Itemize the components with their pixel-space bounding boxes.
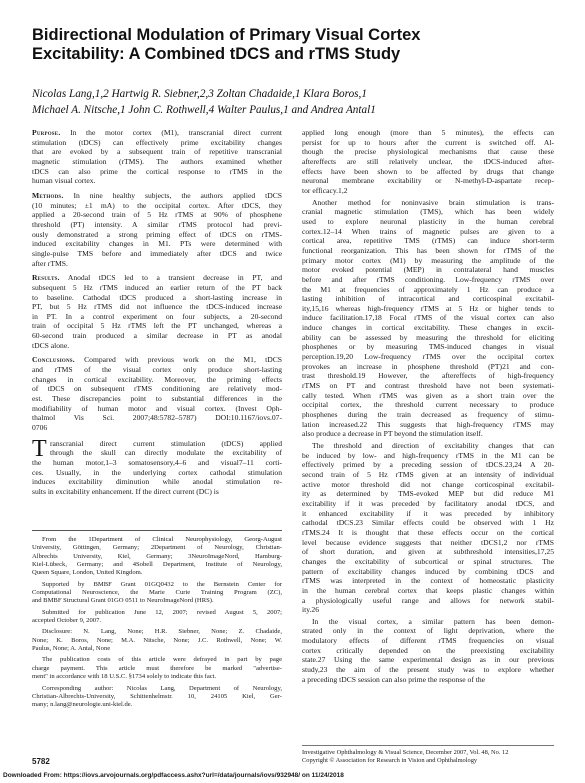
text-line: train of occipital 5 Hz rTMS left the PT unchanged, whereas a — [32, 321, 282, 331]
abstract-conclusions — [32, 355, 282, 432]
footnote-line: Paulus, None; A. Antal, None — [32, 645, 111, 653]
text-line: rTMS.24 It is thought that these effects occur on the cortical — [302, 527, 554, 537]
text-line: aftereffects are still relatively unclear, the tDCS-induced after- — [302, 156, 554, 166]
text-line: of tDCS on subsequent rTMS conditioning are relatively mod- — [32, 384, 282, 394]
text-line: rTMS on PT and contrast threshold have not been systemati- — [302, 381, 554, 391]
text-line: and rTMS of the visual cortex only produce short-lasting — [32, 365, 282, 375]
text-line: tDCS can also prime the cortical response to rTMS in the — [32, 166, 282, 176]
text-line: PT, but 5 Hz rTMS did not influence the tDCS-induced increase — [32, 302, 282, 312]
paragraph — [302, 198, 554, 439]
text-line: functional reorganization. This has been shown for rTMS of the — [302, 245, 554, 255]
text-line: through the skull can directly modulate the excitability of — [50, 448, 282, 458]
section-text: Anodal tDCS led to a transient decrease in PT, and — [59, 273, 282, 283]
text-line: though the precise physiological mechanisms that cause these — [302, 147, 554, 157]
text-line: motor evoked potential (MEP) in contralateral hand muscles — [302, 265, 554, 275]
text-line: provokes an increase in phosphene threshold (PT)21 and con- — [302, 361, 554, 371]
text-line: a preceding tDCS session can also prime the response of the — [302, 674, 486, 684]
text-line: ability can be assessed by measuring the threshold for eliciting — [302, 332, 554, 342]
page-number: 5782 — [32, 757, 50, 766]
footnote-line: ment" in accordance with 18 U.S.C. §1734 solely to indicate this fact. — [32, 673, 217, 681]
text-line: changes the excitability of subcortical or spinal structures. The — [302, 556, 554, 566]
footnote-line: From the 1Department of Clinical Neurophysiology, Georg-August — [42, 536, 282, 543]
text-line: In the visual cortex, a similar pattern has been demon- — [312, 616, 554, 626]
footnote-line: accepted October 9, 2007. — [32, 617, 102, 625]
text-line: in the human cerebral cortex that keeps plastic changes within — [302, 585, 554, 595]
footnote-line: Albrechts University, Kiel, Germany; 3NeuroImageNord, Hamburg- — [32, 552, 282, 560]
footnote-line: Disclosure: N. Lang, None; H.R. Siebner, None; Z. Chadaide, — [42, 628, 282, 636]
footnote-line: charge payment. This article must therefore be marked "advertise- — [32, 664, 282, 672]
text-line: after rTMS. — [32, 258, 68, 268]
author-line: Nicolas Lang,1,2 Hartwig R. Siebner,2,3 Zoltan Chadaide,1 Klara Boros,1 — [32, 88, 367, 100]
text-line: persist for up to hours after the current is switched off. Al- — [302, 137, 554, 147]
left-column — [32, 128, 282, 497]
text-line: the M1 at frequencies of approximately 1 Hz can produce a — [302, 284, 554, 294]
text-line: stimulation (tDCS) can effectively prime excitability changes — [32, 137, 282, 147]
abstract-purpose — [32, 128, 282, 186]
text-line: lation increased.22 This suggests that high-frequency rTMS may — [302, 419, 554, 429]
introduction — [32, 435, 282, 497]
footnote-divider — [32, 530, 282, 531]
text-line: be induced by low- and high-frequency rTMS in the M1 can be — [302, 450, 554, 460]
footer-divider — [302, 745, 554, 746]
paragraph — [302, 128, 554, 196]
footnote-line: Submitted for publication June 12, 2007; revised August 5, 2007; — [42, 608, 282, 616]
text-line: ity as determined by TMS-evoked MEP but did reduce M1 — [302, 489, 554, 499]
text-line — [32, 128, 282, 138]
text-line: ity.26 — [302, 605, 320, 615]
text-line: level because evidence suggests that neither tDCS1,2 nor rTMS — [302, 537, 554, 547]
text-line: effects have been shown to be affected by drugs that change — [302, 166, 554, 176]
footnote-line: Corresponding author: Nicolas Lang, Department of Neurology, — [42, 684, 282, 692]
text-line: in PT. In a control experiment on four subjects, a 20-second — [32, 311, 282, 321]
title-line: Excitability: A Combined tDCS and rTMS Study — [32, 45, 401, 63]
text-line: trast threshold.19 However, the aftereffects of high-frequency — [302, 371, 554, 381]
text-line: ously demonstrated a strong priming effect of tDCS on rTMS- — [32, 229, 282, 239]
text-line: Another method for noninvasive brain stimulation is trans- — [312, 197, 554, 207]
footnote-line: University, Göttingen, Germany; 2Department of Neurology, Christian- — [32, 544, 282, 552]
text-line: a physiologically useful range and allows for network stabil- — [302, 595, 554, 605]
text-line: est. These discrepancies point to substantial differences in the — [32, 394, 282, 404]
text-line: lasting inhibition of intracortical and corticospinal excitabil- — [302, 294, 554, 304]
article-title — [32, 26, 557, 64]
text-line: 60-second train produced a similar decrease in PT as anodal — [32, 331, 282, 341]
text-line: cathodal tDCS.23 Similar effects could be observed with 1 Hz — [302, 518, 554, 528]
text-line: sults in excitability enhancement. If the direct current (DC) is — [32, 486, 219, 496]
text-line: effectively primed by a preceding session of tDCS.23,24 A 20- — [302, 460, 554, 470]
paragraph — [302, 441, 554, 615]
text-line: cortical area, repetitive TMS (rTMS) can induce short-term — [302, 236, 554, 246]
text-line: phosphenes during the train decreased as frequency of stimu- — [302, 410, 554, 420]
text-line: excitability if it was preceded by facilitatory anodal tDCS, and — [302, 498, 554, 508]
text-line: it enhanced excitability if it was preceded by inhibitory — [302, 508, 554, 518]
footnote-line: None; K. Boros, None; M.A. Nitsche, None; J.C. Rothwell, None; W. — [32, 636, 282, 644]
text-line: strated only in the context of light deprivation, where the — [302, 626, 554, 636]
section-text: In the motor cortex (M1), transcranial direct current — [60, 128, 282, 137]
text-line: thalmol Vis Sci. 2007;48:5782–5787) DOI:10.1167/iovs.07- — [32, 413, 282, 423]
footnote-line: The publication costs of this article were defrayed in part by page — [42, 656, 282, 664]
text-line: used to explore neuronal plasticity in the human cerebral — [302, 216, 554, 226]
journal-info — [302, 749, 508, 765]
text-line: cranial magnetic stimulation (TMS), which has been widely — [302, 207, 554, 217]
text-line: cortex critically depended on the preexisting excitability — [302, 645, 554, 655]
author-list — [32, 87, 557, 118]
text-line: before and after rTMS conditioning. Low-frequency rTMS over — [302, 274, 554, 284]
text-line: 0706 — [32, 423, 48, 433]
text-line: subsequent 5 Hz rTMS induced an earlier return of the PT back — [32, 282, 282, 292]
footnote-line: Queen Square, London, United Kingdom. — [32, 569, 143, 577]
text-line: induce changes in cortical excitability. These changes in excit- — [302, 323, 554, 333]
footnotes — [32, 536, 282, 710]
text-line: magnetic stimulation (rTMS). The authors examined whether — [32, 156, 282, 166]
section-label: Results. — [32, 273, 60, 283]
section-label: Conclusions. — [32, 355, 75, 365]
section-text: Compared with previous work on the M1, tDCS — [74, 355, 282, 365]
text-line: modulatory effects of different rTMS frequencies on visual — [302, 636, 554, 646]
text-line: to baseline. Cathodal tDCS produced a short-lasting increase in — [32, 292, 282, 302]
text-line: primary motor cortex (M1) by measuring the amplitude of the — [302, 255, 554, 265]
text-line: also produce a decrease in PT beyond the stimulation itself. — [302, 429, 483, 439]
text-line: ranscranial direct current stimulation (tDCS) applied — [50, 438, 282, 448]
download-notice: Downloaded From: https://iovs.arvojournals.org/pdfaccess.ashx?url=/data/journals/iovs/932948/ on 11/24/2018 — [3, 772, 344, 779]
text-line: changes in cortical excitability. Moreover, the priming effects — [32, 374, 282, 384]
footnote-line: many; n.lang@neurologie.uni-kiel.de. — [32, 701, 133, 709]
text-line: modifiability of human motor and visual cortex. (Invest Oph- — [32, 403, 282, 413]
text-line: threshold (PT) intensity. A similar rTMS protocol had previ- — [32, 219, 282, 229]
footnote-line: and BMBF Structural Grant 01GO 0511 to NeuroImageNord (HRS). — [32, 597, 214, 605]
text-line: that are evoked by a subsequent train of repetitive transcranial — [32, 147, 282, 157]
text-line: occipital cortex, the threshold current necessary to produce — [302, 400, 554, 410]
text-line: tDCS alone. — [32, 340, 70, 350]
abstract-results — [32, 273, 282, 350]
paragraph — [302, 617, 554, 685]
text-line: second train of 5 Hz rTMS given at an intensity of individual — [302, 469, 554, 479]
text-line: ity,15,16 whereas high-frequency rTMS at 5 Hz or higher tends to — [302, 303, 554, 313]
text-line: human visual cortex. — [32, 176, 96, 186]
right-column — [302, 128, 554, 684]
text-line: cally tested. When rTMS was given as a short train over the — [302, 390, 554, 400]
text-line: phosphenes or by measuring TMS-induced changes in visual — [302, 342, 554, 352]
text-line: state.27 Using the same experimental design as in our previous — [302, 655, 554, 665]
title-line: Bidirectional Modulation of Primary Visual Cortex — [32, 26, 421, 44]
text-line: the human motor,1–3 somatosensory,4–6 and visual7–11 corti- — [32, 458, 282, 467]
text-line: (10 minutes; ±1 mA) to the occipital cortex. After tDCS, they — [32, 200, 282, 210]
text-line: tor efficacy.1,2 — [302, 185, 348, 195]
abstract — [32, 128, 282, 433]
text-line: induce facilitation.17,18 Focal rTMS of the visual cortex can also — [302, 313, 554, 323]
text-line: pattern of excitability changes induced by combining tDCS and — [302, 566, 554, 576]
text-line: of short duration, and given at subthreshold intensities,17,25 — [302, 547, 554, 557]
journal-line: Investigative Ophthalmology & Visual Science, December 2007, Vol. 48, No. 12 — [302, 749, 509, 756]
abstract-methods — [32, 191, 282, 268]
footnote-line: Computational Neuroscience, the Marie Curie Training Program (ZC), — [32, 589, 282, 597]
drop-cap: T — [32, 435, 47, 462]
text-line: neuronal membrane excitability or N-methyl-D-aspartate recep- — [302, 176, 554, 186]
section-label: Purpose. — [32, 128, 61, 137]
text-line: induced excitability changes in M1. PTs were determined with — [32, 239, 282, 249]
text-line: ces. Usually, in the underlying cortex cathodal stimulation — [32, 467, 282, 477]
footnote-line: Kiel-Lübeck, Germany; and 4Sobell Department, Institute of Neurology, — [32, 561, 282, 569]
text-line: single-pulse TMS before and immediately after tDCS and twice — [32, 248, 282, 258]
text-line: applied long enough (more than 5 minutes), the effects can — [302, 128, 554, 137]
text-line: rTMS was interpreted in the context of homeostatic plasticity — [302, 576, 554, 586]
text-line: study,23 the aim of the present study was to explore whether — [302, 665, 554, 675]
section-label: Methods. — [32, 190, 64, 200]
author-line: Michael A. Nitsche,1 John C. Rothwell,4 Walter Paulus,1 and Andrea Antal1 — [32, 103, 376, 116]
footnote-line: Christian-Albrechts-University, Schittenhelmstr. 10, 24105 Kiel, Ger- — [32, 692, 282, 700]
text-line: The threshold and direction of excitability changes that can — [312, 441, 554, 450]
text-line — [32, 191, 282, 201]
text-line: applied a 20-second train of 5 Hz rTMS at 90% of phosphene — [32, 210, 282, 220]
section-text: In nine healthy subjects, the authors applied tDCS — [63, 190, 282, 200]
text-line: active motor threshold did not change corticospinal excitabil- — [302, 479, 554, 489]
text-line: cortex.12–14 When trains of magnetic pulses are given to a — [302, 226, 554, 236]
text-line: induces excitability diminution while anodal stimulation re- — [32, 477, 282, 487]
footnote-line: Supported by BMBF Grant 01GQ0432 to the Bernstein Center for — [42, 580, 282, 588]
text-line — [32, 355, 282, 365]
text-line — [32, 273, 282, 283]
copyright-line: Copyright © Association for Research in Vision and Ophthalmology — [302, 757, 478, 764]
text-line: perception.19,20 Low-frequency rTMS over the occipital cortex — [302, 352, 554, 362]
